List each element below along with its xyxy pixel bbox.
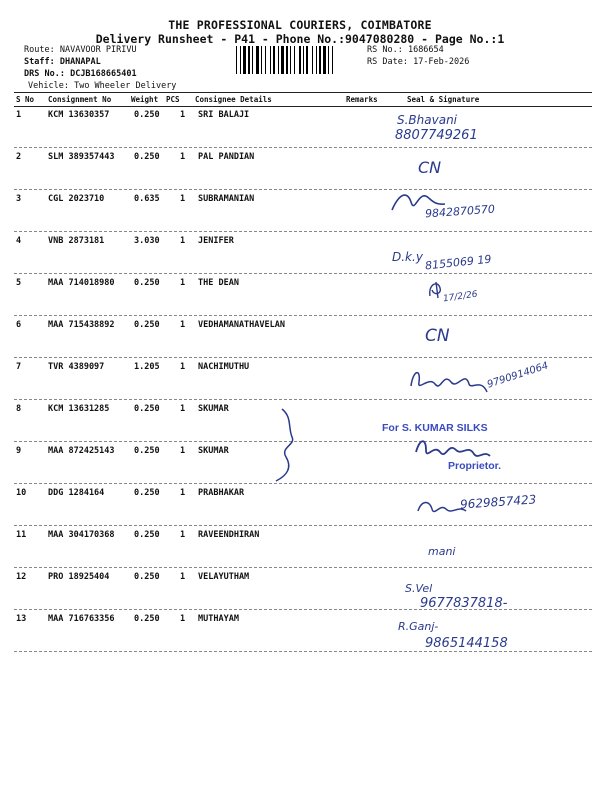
handwriting-r13-name: R.Ganj- bbox=[398, 620, 439, 633]
col-weight: Weight bbox=[131, 95, 159, 104]
rs-date-label: RS Date: bbox=[367, 57, 408, 67]
handwriting-r3-phone: 9842870570 bbox=[424, 202, 496, 221]
handwriting-r4-name: D.k.y bbox=[392, 250, 423, 264]
cell-sno: 13 bbox=[16, 614, 27, 624]
cell-consignee: PRABHAKAR bbox=[198, 488, 245, 498]
cell-consignee: THE DEAN bbox=[198, 278, 239, 288]
cell-weight: 0.250 bbox=[134, 530, 160, 540]
col-remarks: Remarks bbox=[346, 95, 378, 104]
cell-pcs: 1 bbox=[180, 362, 186, 372]
company-title: THE PROFESSIONAL COURIERS, COIMBATORE bbox=[168, 18, 432, 32]
col-seal: Seal & Signature bbox=[407, 95, 480, 104]
handwriting-r10-phone: 9629857423 bbox=[459, 492, 537, 512]
cell-consignment: KCM 13631285 bbox=[48, 404, 110, 414]
table-row bbox=[14, 190, 592, 232]
cell-weight: 0.250 bbox=[134, 572, 160, 582]
cell-consignment: MAA 714018980 bbox=[48, 278, 115, 288]
cell-consignment: TVR 4389097 bbox=[48, 362, 105, 372]
handwriting-r7-phone: 9790914064 bbox=[485, 360, 550, 391]
cell-sno: 7 bbox=[16, 362, 22, 372]
cell-consignment: MAA 715438892 bbox=[48, 320, 115, 330]
staff-value: DHANAPAL bbox=[59, 57, 101, 67]
cell-consignee: SUBRAMANIAN bbox=[198, 194, 255, 204]
vehicle-value: Two Wheeler Delivery bbox=[74, 81, 177, 91]
barcode bbox=[236, 46, 362, 74]
cell-pcs: 1 bbox=[180, 404, 186, 414]
cell-weight: 0.635 bbox=[134, 194, 160, 204]
table-row bbox=[14, 106, 592, 148]
company-stamp bbox=[382, 420, 522, 490]
staff-line bbox=[24, 57, 101, 67]
cell-consignment: CGL 2023710 bbox=[48, 194, 105, 204]
vehicle-line bbox=[28, 81, 176, 91]
cell-pcs: 1 bbox=[180, 488, 186, 498]
cell-weight: 0.250 bbox=[134, 152, 160, 162]
cell-sno: 3 bbox=[16, 194, 22, 204]
cell-pcs: 1 bbox=[180, 530, 186, 540]
route-value: NAVAVOOR PIRIVU bbox=[59, 45, 137, 55]
handwriting-r5-date: 17/2/26 bbox=[442, 289, 479, 305]
signature-r8-r9 bbox=[272, 405, 307, 485]
table-row bbox=[14, 148, 592, 190]
cell-weight: 1.205 bbox=[134, 362, 160, 372]
drs-value: DCJB168665401 bbox=[70, 69, 137, 79]
handwriting-r12-phone: 9677837818- bbox=[420, 596, 508, 611]
cell-consignment: SLM 389357443 bbox=[48, 152, 115, 162]
rs-date-value: 17-Feb-2026 bbox=[413, 57, 470, 67]
cell-consignee: VELAYUTHAM bbox=[198, 572, 250, 582]
cell-sno: 12 bbox=[16, 572, 27, 582]
cell-weight: 0.250 bbox=[134, 320, 160, 330]
cell-pcs: 1 bbox=[180, 278, 186, 288]
table-row bbox=[14, 316, 592, 358]
cell-consignment: MAA 716763356 bbox=[48, 614, 115, 624]
cell-sno: 5 bbox=[16, 278, 22, 288]
cell-weight: 0.250 bbox=[134, 446, 160, 456]
cell-pcs: 1 bbox=[180, 320, 186, 330]
signature-r7 bbox=[405, 362, 490, 402]
table-row bbox=[14, 232, 592, 274]
cell-sno: 2 bbox=[16, 152, 22, 162]
table-row bbox=[14, 526, 592, 568]
handwriting-r2: CN bbox=[418, 158, 442, 177]
cell-sno: 10 bbox=[16, 488, 27, 498]
cell-sno: 1 bbox=[16, 110, 22, 120]
cell-sno: 11 bbox=[16, 530, 27, 540]
cell-pcs: 1 bbox=[180, 194, 186, 204]
cell-consignment: DDG 1284164 bbox=[48, 488, 105, 498]
cell-consignee: JENIFER bbox=[198, 236, 234, 246]
row-divider bbox=[14, 651, 592, 652]
cell-consignment: PRO 18925404 bbox=[48, 572, 110, 582]
cell-pcs: 1 bbox=[180, 110, 186, 120]
stamp-company: For S. KUMAR SILKS bbox=[382, 422, 488, 434]
stamp-proprietor: Proprietor. bbox=[448, 460, 502, 472]
col-consignment: Consignment No bbox=[48, 95, 112, 104]
vehicle-label: Vehicle: bbox=[28, 81, 69, 91]
cell-pcs: 1 bbox=[180, 152, 186, 162]
rs-no-value: 1686654 bbox=[407, 45, 444, 55]
handwriting-r6: CN bbox=[425, 326, 450, 346]
col-sno: S No bbox=[16, 95, 35, 104]
cell-pcs: 1 bbox=[180, 572, 186, 582]
cell-sno: 9 bbox=[16, 446, 22, 456]
cell-weight: 0.250 bbox=[134, 110, 160, 120]
cell-pcs: 1 bbox=[180, 446, 186, 456]
cell-consignee: RAVEENDHIRAN bbox=[198, 530, 260, 540]
cell-pcs: 1 bbox=[180, 614, 186, 624]
rs-no-label: RS No.: bbox=[367, 45, 403, 55]
cell-consignee: PAL PANDIAN bbox=[198, 152, 255, 162]
route-label: Route: bbox=[24, 45, 55, 55]
cell-sno: 6 bbox=[16, 320, 22, 330]
col-pcs: PCS bbox=[166, 95, 180, 104]
route-line bbox=[24, 45, 137, 55]
cell-consignee: MUTHAYAM bbox=[198, 614, 239, 624]
cell-consignee: VEDHAMANATHAVELAN bbox=[198, 320, 285, 330]
cell-sno: 4 bbox=[16, 236, 22, 246]
handwriting-r11: mani bbox=[428, 545, 456, 558]
runsheet-subtitle: Delivery Runsheet - P41 - Phone No.:9047080280 - Page No.:1 bbox=[95, 32, 505, 46]
drs-label: DRS No.: bbox=[24, 69, 65, 79]
handwriting-r12-name: S.Vel bbox=[405, 582, 433, 595]
cell-weight: 0.250 bbox=[134, 614, 160, 624]
rs-date-line bbox=[367, 57, 469, 67]
cell-consignee: SRI BALAJI bbox=[198, 110, 250, 120]
cell-weight: 0.250 bbox=[134, 278, 160, 288]
rs-no-line bbox=[367, 45, 444, 55]
cell-consignment: KCM 13630357 bbox=[48, 110, 110, 120]
cell-consignee: NACHIMUTHU bbox=[198, 362, 250, 372]
header-rule-top bbox=[14, 92, 592, 93]
handwriting-r13-phone: 9865144158 bbox=[425, 636, 508, 651]
staff-label: Staff: bbox=[24, 57, 55, 67]
cell-sno: 8 bbox=[16, 404, 22, 414]
col-consignee: Consignee Details bbox=[195, 95, 272, 104]
table-row bbox=[14, 274, 592, 316]
handwriting-r4-phone: 8155069 19 bbox=[424, 252, 492, 273]
cell-pcs: 1 bbox=[180, 236, 186, 246]
cell-consignment: VNB 2873181 bbox=[48, 236, 105, 246]
cell-consignee: SKUMAR bbox=[198, 446, 229, 456]
cell-weight: 0.250 bbox=[134, 488, 160, 498]
cell-weight: 3.030 bbox=[134, 236, 160, 246]
cell-consignment: MAA 872425143 bbox=[48, 446, 115, 456]
handwriting-r1-name: S.Bhavani bbox=[397, 113, 458, 127]
handwriting-r1-phone: 8807749261 bbox=[395, 128, 478, 143]
cell-weight: 0.250 bbox=[134, 404, 160, 414]
cell-consignment: MAA 304170368 bbox=[48, 530, 115, 540]
cell-consignee: SKUMAR bbox=[198, 404, 229, 414]
drs-line bbox=[24, 69, 137, 79]
